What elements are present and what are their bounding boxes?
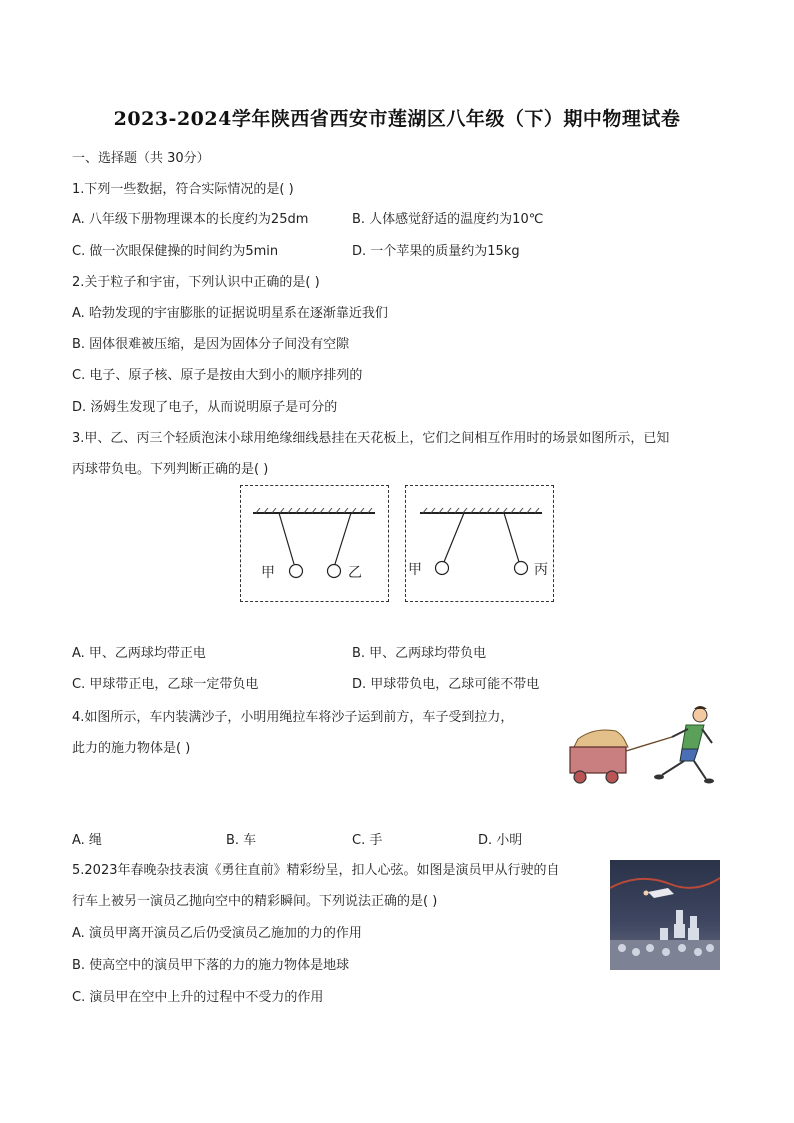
question-2-option-d[interactable]: D. 汤姆生发现了电子，从而说明原子是可分的 [72, 400, 338, 415]
arm-icon [702, 729, 712, 743]
wheel-icon [606, 771, 618, 783]
ball-label: 甲 [261, 565, 275, 581]
ball-jia [436, 562, 449, 575]
question-3-stem-line-2: 丙球带负电。下列判断正确的是( ) [72, 462, 269, 477]
ball-label: 甲 [408, 562, 422, 578]
acrobat-head-icon [644, 891, 649, 896]
ball-yi [328, 565, 341, 578]
ball-label: 丙 [534, 562, 548, 578]
question-2-stem: 2.关于粒子和宇宙，下列认识中正确的是( ) [72, 275, 320, 290]
question-4-option-c[interactable]: C. 手 [352, 833, 383, 848]
question-5-stem-line-2: 行车上被另一演员乙抛向空中的精彩瞬间。下列说法正确的是( ) [72, 894, 438, 909]
thread [504, 513, 519, 562]
shoe-icon [704, 779, 714, 784]
ball-bing [515, 562, 528, 575]
question-2-option-b[interactable]: B. 固体很难被压缩，是因为固体分子间没有空隙 [72, 337, 350, 352]
question-5-stem-line-1: 5.2023年春晚杂技表演《勇往直前》精彩纷呈，扣人心弦。如图是演员甲从行驶的自 [72, 863, 560, 878]
hair-icon [694, 706, 707, 709]
question-4-option-a[interactable]: A. 绳 [72, 833, 102, 848]
question-4-option-d[interactable]: D. 小明 [478, 833, 523, 848]
question-1-option-b[interactable]: B. 人体感觉舒适的温度约为10℃ [352, 212, 544, 227]
question-3-option-a[interactable]: A. 甲、乙两球均带正电 [72, 646, 206, 661]
wheel-icon [574, 771, 586, 783]
acrobat-performance-photo [610, 860, 720, 970]
cart-pulling-illustration [566, 703, 724, 787]
thread [444, 513, 464, 562]
sand-icon [574, 730, 628, 747]
section-heading: 一、选择题（共 30分） [72, 151, 210, 166]
question-1-option-d[interactable]: D. 一个苹果的质量约为15kg [352, 244, 520, 259]
question-5-option-b[interactable]: B. 使高空中的演员甲下落的力的施力物体是地球 [72, 958, 350, 973]
thread [279, 513, 294, 564]
ball-figure-left [240, 485, 389, 602]
question-3-option-b[interactable]: B. 甲、乙两球均带负电 [352, 646, 487, 661]
question-4-option-b[interactable]: B. 车 [226, 833, 257, 848]
question-1-stem: 1.下列一些数据，符合实际情况的是( ) [72, 182, 294, 197]
shoe-icon [654, 775, 664, 780]
leg-icon [662, 761, 684, 775]
question-2-option-a[interactable]: A. 哈勃发现的宇宙膨胀的证据说明星系在逐渐靠近我们 [72, 306, 388, 321]
ball-figure-right [405, 485, 554, 602]
question-4-stem-line-2: 此力的施力物体是( ) [72, 741, 191, 756]
question-2-option-c[interactable]: C. 电子、原子核、原子是按由大到小的顺序排列的 [72, 368, 363, 383]
question-1-option-a[interactable]: A. 八年级下册物理课本的长度约为25dm [72, 212, 309, 227]
question-3-stem-line-1: 3.甲、乙、丙三个轻质泡沫小球用绝缘细线悬挂在天花板上，它们之间相互作用时的场景如图所示，已知 [72, 431, 670, 446]
question-3-option-c[interactable]: C. 甲球带正电，乙球一定带负电 [72, 677, 259, 692]
ball-label: 乙 [348, 565, 362, 581]
leg-icon [694, 761, 706, 779]
question-1-option-c[interactable]: C. 做一次眼保健操的时间约为5min [72, 244, 279, 259]
question-3-option-d[interactable]: D. 甲球带负电，乙球可能不带电 [352, 677, 540, 692]
page-title: 2023-2024学年陕西省西安市莲湖区八年级（下）期中物理试卷 [113, 108, 681, 130]
shorts-icon [680, 749, 698, 761]
question-4-stem-line-1: 4.如图所示，车内装满沙子，小明用绳拉车将沙子运到前方，车子受到拉力， [72, 710, 514, 725]
cart-body-icon [570, 747, 626, 773]
question-5-option-c[interactable]: C. 演员甲在空中上升的过程中不受力的作用 [72, 990, 324, 1005]
thread [335, 513, 351, 564]
rope-icon [626, 737, 672, 751]
head-icon [693, 708, 707, 722]
ball-jia [290, 565, 303, 578]
shirt-icon [682, 725, 704, 749]
question-5-option-a[interactable]: A. 演员甲离开演员乙后仍受演员乙施加的力的作用 [72, 926, 362, 941]
